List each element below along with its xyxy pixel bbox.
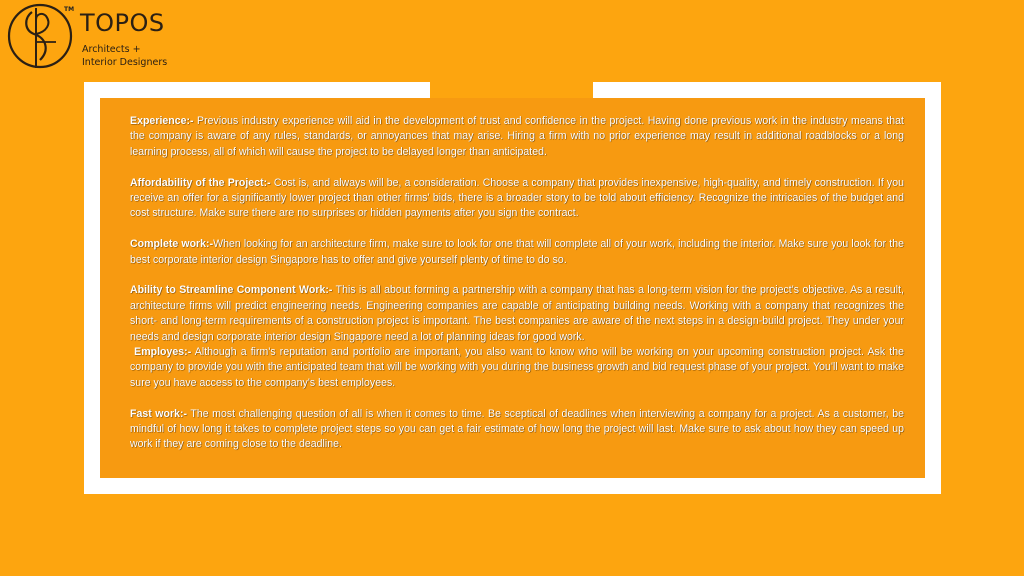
paragraph-fast-work [130,407,904,453]
paragraph-text: The most challenging question of all is when it comes to time. Be sceptical of deadlines when interviewing a company for a project. As a customer, be mindful of how long it takes to complete project steps so you can get a fair estimate of how long the project will last. Make sure to ask about how they can speed up work if they are coming close to the deadline. [130,407,904,451]
paragraph-experience [130,114,904,160]
paragraph-label: Employes:- [134,346,192,359]
frame-top-left-bar [84,82,430,98]
frame-top-right-bar [593,82,941,98]
brand-logo [4,2,174,74]
brand-name: TOPOS [80,9,165,37]
paragraph-streamline [130,283,904,345]
paragraph-complete-work [130,237,904,268]
paragraph-label: Complete work:- [130,238,214,251]
frame-bottom-bar [84,478,941,494]
text-panel [100,98,925,478]
article-body [130,114,904,453]
paragraph-label: Fast work:- [130,407,188,420]
paragraph-text: When looking for an architecture firm, make sure to look for one that will complete all of your work, including the interior. Make sure you look for the best corporate interior design Singapore has to offer and give yourself plenty of time to do so. [130,238,904,266]
brand-tagline-line1: Architects + [82,44,141,55]
paragraph-text: Previous industry experience will aid in the development of trust and confidence in the project. Having done previous work in the industry means that the company is aware of any rules, standards, or annoyances that may arise. Hiring a firm with no prior experience may result in additional roadblocks or a long learning process, all of which will cause the project to be delayed longer than anticipated. [130,115,904,158]
paragraph-text: This is all about forming a partnership with a company that has a long-term vision for the project's objective. As a result, architecture firms will predict engineering needs. Engineering companies are capable of anticipating building needs. Working with a company that recognizes the short- and long-term requirements of a construction project is important. The best companies are aware of the next steps in a design-build project. They under your needs and design corporate interior design Singapore need a lot of planning ideas for good work. [130,284,904,343]
frame-right-bar [925,82,941,494]
frame-left-bar [84,82,100,494]
trademark-symbol: TM [64,6,75,13]
paragraph-affordability [130,176,904,222]
paragraph-text: Although a firm's reputation and portfolio are important, you also want to know who will be working on your upcoming construction project. Ask the company to provide you with the anticipated team that will be working with you during the business growth and bid request phase of your project. You'll want to make sure you have access to the company's best employees. [130,346,904,389]
brand-tagline-line2: Interior Designers [82,57,168,68]
paragraph-label: Affordability of the Project:- [130,176,271,189]
paragraph-label: Ability to Streamline Component Work:- [130,284,333,297]
paragraph-label: Experience:- [130,115,194,127]
paragraph-text: Cost is, and always will be, a consideration. Choose a company that provides inexpensive, high-quality, and timely construction. If you receive an offer for a significantly lower project than other firms' bids, there is a broader story to be told about efficiency. Recognize the intricacies of the budget and cost structure. Make sure there are no surprises or hidden payments after you sign the contract. [130,176,904,220]
paragraph-employees [130,345,904,391]
